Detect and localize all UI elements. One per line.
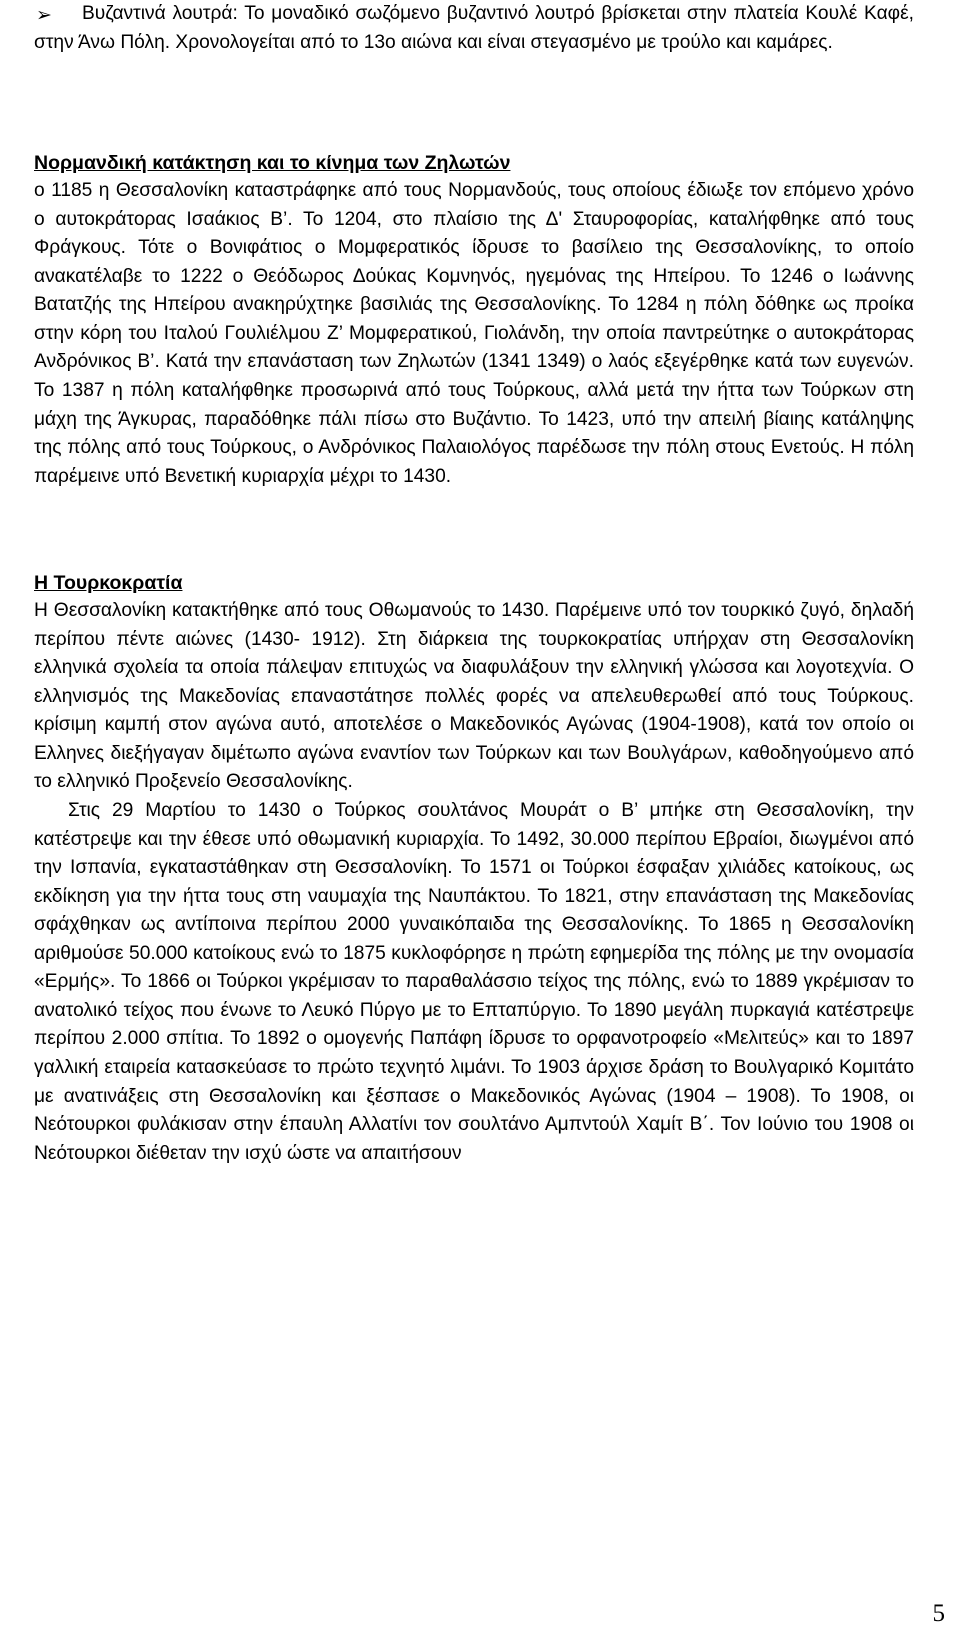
section-heading-norman: Νορμανδική κατάκτηση και το κίνημα των Ζηλωτών <box>34 152 511 175</box>
arrow-bullet-icon: ➢ <box>36 4 52 26</box>
spacer <box>34 491 914 569</box>
bullet-text: Βυζαντινά λουτρά: Το μοναδικό σωζόμενο βυζαντινό λουτρό βρίσκεται στην πλατεία Κουλέ Καφέ, στην Άνω Πόλη. Χρονολογείται από το 13ο αιώνα και είναι στεγασμένο με τρούλο και καμάρες. <box>34 3 914 53</box>
paragraph-ottoman-1: Η Θεσσαλονίκη κατακτήθηκε από τους Οθωμανούς το 1430. Παρέμεινε υπό τον τουρκικό ζυγό, δηλαδή περίπου πέντε αιώνες (1430- 1912). Στη διάρκεια της τουρκοκρατίας υπήρχαν στη Θεσσαλονίκη ελληνικά σχολεία τα οποία πάλεψαν επιτυχώς να διαφυλάξουν την ελληνική γλώσσα και λογοτεχνία. Ο ελληνισμός της Μακεδονίας επαναστάτησε πολλές φορές να απελευθερωθεί από τους Τούρκους. κρίσιμη καμπή στον αγώνα αυτό, αποτελέσε ο Μακεδονικός Αγώνας (1904-1908), κατά τον οποίο οι Ελληνες διεξήγαγαν διμέτωπο αγώνα εναντίον των Τούρκων και των Βουλγάρων, καθοδηγούμενο από το ελληνικό Προξενείο Θεσσαλονίκης. <box>34 600 914 793</box>
paragraph-ottoman-2: Στις 29 Μαρτίου το 1430 ο Τούρκος σουλτάνος Μουράτ ο Β’ μπήκε στη Θεσσαλονίκη, την κατέστρεψε και την έθεσε υπό οθωμανική κυριαρχία. Το 1492, 30.000 περίπου Εβραίοι, διωγμένοι από την Ισπανία, εγκαταστάθηκαν στη Θεσσαλονίκη. Το 1571 οι Τούρκοι έσφαξαν χιλιάδες κατοίκους, ως εκδίκηση για την ήττα τους στη ναυμαχία της Ναυπάκτου. Το 1821, στην επανάσταση της Μακεδονίας σφάχθηκαν ως αντίποινα περίπου 2000 γυναικόπαιδα της Θεσσαλονίκης. Το 1865 η Θεσσαλονίκη αριθμούσε 50.000 κατοίκους ενώ το 1875 κυκλοφόρησε η πρώτη εφημερίδα της πόλης με την ονομασία «Ερμής». Το 1866 οι Τούρκοι γκρέμισαν το παραθαλάσσιο τείχος της πόλης, ενώ το 1889 γκρέμισαν το ανατολικό τείχος που ένωνε το Λευκό Πύργο με το Επταπύργιο. Το 1890 μεγάλη πυρκαγιά κατέστρεψε περίπου 2.000 σπίτια. Το 1892 ο ομογενής Παπάφη ίδρυσε το ορφανοτροφείο «Μελιτεύς» και το 1897 γαλλική εταιρεία κατασκεύασε το πρώτο τεχνητό λιμάνι. Το 1903 άρχισε δράση το Βουλγαρικό Κομιτάτο με ανατινάξεις στη Θεσσαλονίκη και ξέσπασε ο Μακεδονικός Αγώνας (1904 – 1908). Το 1908, οι Νεότουρκοι φυλάκισαν στην έπαυλη Αλλατίνι τον σουλτάνο Αμπντούλ Χαμίτ Β΄. Τον Ιούνιο του 1908 οι Νεότουρκοι διέθεταν την ισχύ ώστε να απαιτήσουν <box>34 800 914 1164</box>
page-number: 5 <box>932 1600 945 1627</box>
paragraph-norman: ο 1185 η Θεσσαλονίκη καταστράφηκε από τους Νορμανδούς, τους οποίους έδιωξε τον επόμενο χρόνο ο αυτοκράτορας Ισαάκιος Β’. Το 1204, στο πλαίσιο της Δ' Σταυροφορίας, καταλήφθηκε από τους Φράγκους. Τότε ο Βονιφάτιος ο Μομφερατικός ίδρυσε το βασίλειο της Θεσσαλονίκης, το οποίο ανακατέλαβε το 1222 ο Θεόδωρος Δούκας Κομνηνός, ηγεμόνας της Ηπείρου. Το 1246 ο Ιωάννης Βατατζής της Ηπείρου ανακηρύχτηκε βασιλιάς της Θεσσαλονίκης. Το 1284 η πόλη δόθηκε ως προίκα στην κόρη του Ιταλού Γουλιέλμου Ζ’ Μομφερατικού, Γιολάνδη, την οποία παντρεύτηκε ο αυτοκράτορας Ανδρόνικος Β’. Κατά την επανάσταση των Ζηλωτών (1341 1349) ο λαός εξεγέρθηκε κατά των ευγενών. Το 1387 η πόλη καταλήφθηκε προσωρινά από τους Τούρκους, αλλά μετά την ήττα των Τούρκων στη μάχη της Άγκυρας, παραδόθηκε πάλι πίσω στο Βυζάντιο. Το 1423, υπό την απειλή βίαιης κατάληψης της πόλης από τους Τούρκους, ο Ανδρόνικος Παλαιολόγος παρέδωσε την πόλη στους Ενετούς. Η πόλη παρέμεινε υπό Βενετική κυριαρχία μέχρι το 1430. <box>34 180 914 487</box>
bullet-item <box>34 0 914 57</box>
spacer <box>34 57 914 149</box>
document-page <box>34 0 914 1168</box>
section-heading-ottoman: Η Τουρκοκρατία <box>34 572 183 595</box>
